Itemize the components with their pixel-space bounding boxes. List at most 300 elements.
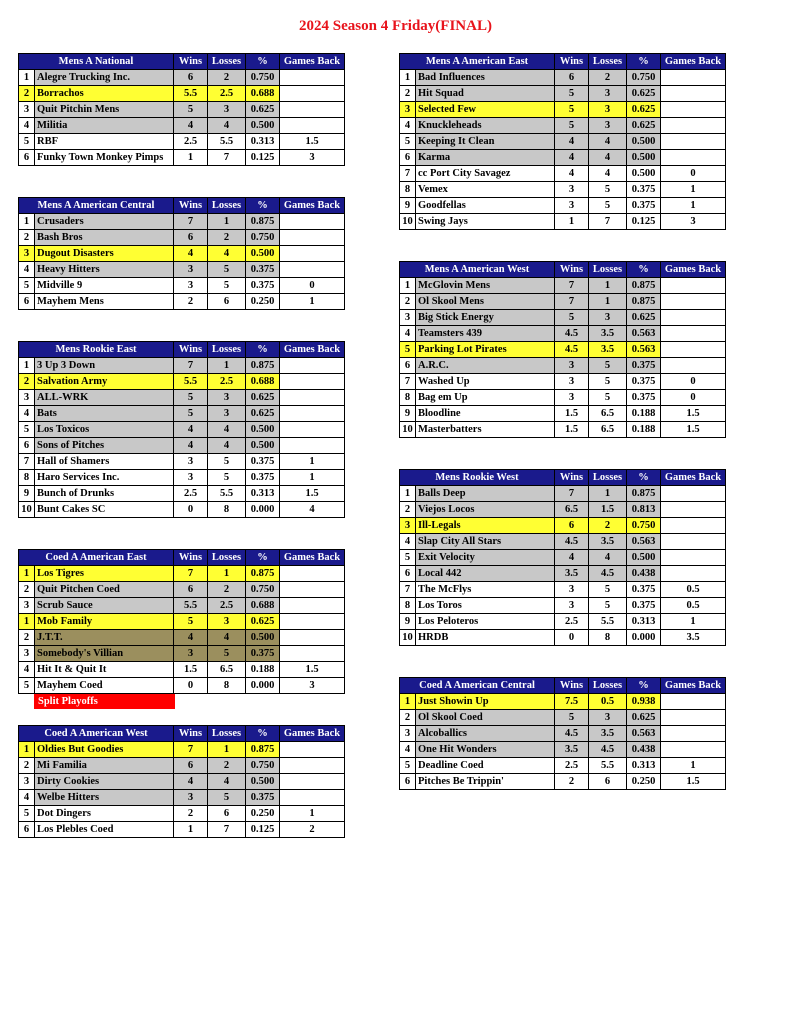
losses-cell: 5 — [208, 278, 246, 294]
games-back-cell — [661, 278, 726, 294]
wins-cell: 7 — [555, 294, 589, 310]
table-header-row — [19, 54, 345, 70]
split-playoffs-note: Split Playoffs — [34, 694, 175, 709]
team-name-cell: Mi Familia — [35, 758, 174, 774]
percentage-cell: 0.625 — [246, 102, 280, 118]
losses-cell: 5 — [208, 262, 246, 278]
games-back-cell — [280, 774, 345, 790]
table-row — [19, 86, 345, 102]
games-back-cell: 0 — [280, 278, 345, 294]
team-name-cell: Los Tigres — [35, 566, 174, 582]
rank-cell: 5 — [19, 422, 35, 438]
wins-cell: 6 — [174, 230, 208, 246]
games-back-cell — [280, 790, 345, 806]
team-name-cell: Bash Bros — [35, 230, 174, 246]
percentage-cell: 0.938 — [627, 694, 661, 710]
table-header-row — [400, 262, 726, 278]
games-back-cell: 1.5 — [661, 422, 726, 438]
team-name-cell: Dirty Cookies — [35, 774, 174, 790]
games-back-cell — [280, 630, 345, 646]
percentage-cell: 0.625 — [627, 118, 661, 134]
wins-cell: 2.5 — [555, 758, 589, 774]
team-name-cell: J.T.T. — [35, 630, 174, 646]
games-back-cell — [661, 342, 726, 358]
rank-cell: 5 — [19, 278, 35, 294]
games-back-cell — [661, 134, 726, 150]
table-row — [400, 182, 726, 198]
games-back-cell — [280, 118, 345, 134]
losses-cell: 4.5 — [589, 566, 627, 582]
losses-cell: 4 — [208, 246, 246, 262]
team-name-cell: Balls Deep — [416, 486, 555, 502]
team-name-cell: Goodfellas — [416, 198, 555, 214]
percentage-cell: 0.375 — [627, 182, 661, 198]
losses-cell: 2.5 — [208, 598, 246, 614]
losses-cell: 3 — [589, 102, 627, 118]
rank-cell: 3 — [19, 246, 35, 262]
rank-cell: 6 — [400, 358, 416, 374]
team-name-cell: Alegre Trucking Inc. — [35, 70, 174, 86]
column-header: Wins — [174, 550, 208, 566]
division-name: Mens A American West — [400, 262, 555, 278]
team-name-cell: Alcoballics — [416, 726, 555, 742]
column-header: Games Back — [661, 262, 726, 278]
wins-cell: 4 — [555, 134, 589, 150]
rank-cell: 7 — [400, 374, 416, 390]
rank-cell: 6 — [19, 294, 35, 310]
table-row — [400, 214, 726, 230]
team-name-cell: Los Toros — [416, 598, 555, 614]
games-back-cell — [280, 70, 345, 86]
wins-cell: 3 — [174, 646, 208, 662]
team-name-cell: Washed Up — [416, 374, 555, 390]
standings-table-coed-a-american-east — [18, 549, 345, 694]
column-header: Games Back — [661, 470, 726, 486]
standings-table-mens-a-american-west — [399, 261, 726, 438]
team-name-cell: Oldies But Goodies — [35, 742, 174, 758]
table-row — [400, 294, 726, 310]
percentage-cell: 0.375 — [246, 454, 280, 470]
table-row — [19, 422, 345, 438]
rank-cell: 9 — [400, 406, 416, 422]
games-back-cell — [280, 758, 345, 774]
column-header: Losses — [208, 726, 246, 742]
percentage-cell: 0.375 — [246, 790, 280, 806]
percentage-cell: 0.188 — [246, 662, 280, 678]
losses-cell: 2 — [589, 518, 627, 534]
percentage-cell: 0.875 — [246, 566, 280, 582]
table-row — [400, 86, 726, 102]
wins-cell: 3 — [555, 198, 589, 214]
rank-cell: 1 — [400, 70, 416, 86]
losses-cell: 3 — [589, 86, 627, 102]
percentage-cell: 0.313 — [627, 614, 661, 630]
losses-cell: 1 — [208, 566, 246, 582]
games-back-cell: 1.5 — [280, 134, 345, 150]
team-name-cell: Ol Skool Mens — [416, 294, 555, 310]
table-row — [19, 390, 345, 406]
table-row — [19, 630, 345, 646]
losses-cell: 4 — [589, 550, 627, 566]
rank-cell: 9 — [19, 486, 35, 502]
wins-cell: 2.5 — [174, 486, 208, 502]
percentage-cell: 0.375 — [627, 374, 661, 390]
wins-cell: 4 — [174, 118, 208, 134]
games-back-cell — [280, 214, 345, 230]
team-name-cell: Vemex — [416, 182, 555, 198]
percentage-cell: 0.375 — [627, 390, 661, 406]
table-row — [400, 198, 726, 214]
column-header: % — [246, 342, 280, 358]
games-back-cell — [661, 358, 726, 374]
percentage-cell: 0.563 — [627, 726, 661, 742]
rank-cell: 1 — [19, 742, 35, 758]
wins-cell: 0 — [174, 502, 208, 518]
percentage-cell: 0.500 — [246, 438, 280, 454]
rank-cell: 8 — [400, 598, 416, 614]
percentage-cell: 0.875 — [246, 214, 280, 230]
percentage-cell: 0.875 — [627, 278, 661, 294]
losses-cell: 5.5 — [589, 614, 627, 630]
team-name-cell: cc Port City Savagez — [416, 166, 555, 182]
column-header: Wins — [555, 678, 589, 694]
rank-cell: 7 — [19, 454, 35, 470]
games-back-cell — [280, 262, 345, 278]
wins-cell: 5 — [555, 86, 589, 102]
games-back-cell — [661, 294, 726, 310]
rank-cell: 10 — [400, 422, 416, 438]
table-row — [400, 518, 726, 534]
team-name-cell: Slap City All Stars — [416, 534, 555, 550]
team-name-cell: Ill-Legals — [416, 518, 555, 534]
column-header: Losses — [208, 342, 246, 358]
column-header: % — [246, 54, 280, 70]
percentage-cell: 0.375 — [627, 358, 661, 374]
column-header: % — [246, 198, 280, 214]
page-title: 2024 Season 4 Friday(FINAL) — [299, 18, 492, 34]
losses-cell: 4 — [208, 774, 246, 790]
wins-cell: 7 — [174, 742, 208, 758]
wins-cell: 5.5 — [174, 86, 208, 102]
rank-cell: 7 — [400, 166, 416, 182]
rank-cell: 5 — [19, 134, 35, 150]
standings-table-mens-rookie-west — [399, 469, 726, 646]
rank-cell: 9 — [400, 614, 416, 630]
rank-cell: 5 — [400, 134, 416, 150]
wins-cell: 1.5 — [555, 406, 589, 422]
losses-cell: 3 — [208, 102, 246, 118]
table-row — [19, 582, 345, 598]
wins-cell: 3 — [174, 454, 208, 470]
rank-cell: 5 — [19, 806, 35, 822]
rank-cell: 4 — [19, 118, 35, 134]
team-name-cell: Masterbatters — [416, 422, 555, 438]
percentage-cell: 0.625 — [246, 614, 280, 630]
games-back-cell — [661, 502, 726, 518]
losses-cell: 2 — [208, 70, 246, 86]
wins-cell: 3 — [174, 470, 208, 486]
rank-cell: 1 — [19, 214, 35, 230]
games-back-cell — [280, 422, 345, 438]
percentage-cell: 0.625 — [627, 102, 661, 118]
table-row — [400, 534, 726, 550]
rank-cell: 4 — [400, 118, 416, 134]
team-name-cell: Parking Lot Pirates — [416, 342, 555, 358]
wins-cell: 6 — [174, 582, 208, 598]
column-header: Losses — [589, 262, 627, 278]
games-back-cell: 1.5 — [280, 486, 345, 502]
table-row — [400, 70, 726, 86]
percentage-cell: 0.813 — [627, 502, 661, 518]
losses-cell: 4 — [208, 118, 246, 134]
wins-cell: 5 — [174, 102, 208, 118]
games-back-cell: 0 — [661, 166, 726, 182]
wins-cell: 4.5 — [555, 326, 589, 342]
losses-cell: 6 — [208, 806, 246, 822]
wins-cell: 7 — [174, 214, 208, 230]
table-row — [19, 774, 345, 790]
wins-cell: 1.5 — [174, 662, 208, 678]
rank-cell: 5 — [400, 550, 416, 566]
rank-cell: 2 — [19, 630, 35, 646]
percentage-cell: 0.750 — [246, 758, 280, 774]
team-name-cell: Hit Squad — [416, 86, 555, 102]
table-row — [400, 390, 726, 406]
wins-cell: 4 — [174, 774, 208, 790]
team-name-cell: Local 442 — [416, 566, 555, 582]
games-back-cell — [661, 70, 726, 86]
losses-cell: 7 — [208, 150, 246, 166]
standings-table-mens-a-american-east — [399, 53, 726, 230]
team-name-cell: Mayhem Mens — [35, 294, 174, 310]
games-back-cell — [661, 694, 726, 710]
games-back-cell — [280, 566, 345, 582]
rank-cell: 6 — [400, 566, 416, 582]
wins-cell: 2.5 — [174, 134, 208, 150]
losses-cell: 2 — [208, 758, 246, 774]
column-header: % — [246, 726, 280, 742]
losses-cell: 5 — [589, 582, 627, 598]
table-header-row — [19, 198, 345, 214]
rank-cell: 2 — [400, 710, 416, 726]
team-name-cell: Heavy Hitters — [35, 262, 174, 278]
division-name: Coed A American Central — [400, 678, 555, 694]
percentage-cell: 0.500 — [246, 630, 280, 646]
team-name-cell: Viejos Locos — [416, 502, 555, 518]
table-row — [400, 406, 726, 422]
losses-cell: 5.5 — [589, 758, 627, 774]
standings-table-mens-a-american-central — [18, 197, 345, 310]
rank-cell: 2 — [400, 294, 416, 310]
rank-cell: 2 — [19, 758, 35, 774]
team-name-cell: Bloodline — [416, 406, 555, 422]
rank-cell: 2 — [400, 502, 416, 518]
games-back-cell: 1 — [280, 806, 345, 822]
wins-cell: 0 — [174, 678, 208, 694]
team-name-cell: 3 Up 3 Down — [35, 358, 174, 374]
rank-cell: 4 — [19, 790, 35, 806]
games-back-cell — [661, 710, 726, 726]
column-header: Games Back — [661, 678, 726, 694]
table-row — [19, 614, 345, 630]
column-header: % — [627, 262, 661, 278]
games-back-cell: 1 — [661, 758, 726, 774]
wins-cell: 2 — [555, 774, 589, 790]
percentage-cell: 0.375 — [246, 262, 280, 278]
team-name-cell: Mob Family — [35, 614, 174, 630]
team-name-cell: Hall of Shamers — [35, 454, 174, 470]
wins-cell: 4 — [555, 150, 589, 166]
percentage-cell: 0.500 — [627, 550, 661, 566]
games-back-cell — [280, 742, 345, 758]
team-name-cell: Militia — [35, 118, 174, 134]
losses-cell: 5.5 — [208, 134, 246, 150]
percentage-cell: 0.688 — [246, 374, 280, 390]
table-row — [19, 374, 345, 390]
table-row — [400, 118, 726, 134]
team-name-cell: Bunch of Drunks — [35, 486, 174, 502]
table-header-row — [400, 678, 726, 694]
team-name-cell: Swing Jays — [416, 214, 555, 230]
team-name-cell: Bad Influences — [416, 70, 555, 86]
percentage-cell: 0.563 — [627, 342, 661, 358]
rank-cell: 1 — [400, 694, 416, 710]
wins-cell: 7 — [555, 278, 589, 294]
wins-cell: 4 — [555, 550, 589, 566]
rank-cell: 7 — [400, 582, 416, 598]
wins-cell: 1 — [555, 214, 589, 230]
wins-cell: 5 — [555, 710, 589, 726]
rank-cell: 2 — [19, 86, 35, 102]
percentage-cell: 0.625 — [246, 406, 280, 422]
wins-cell: 3 — [555, 182, 589, 198]
column-header: Wins — [174, 54, 208, 70]
percentage-cell: 0.250 — [246, 294, 280, 310]
standings-table-coed-a-american-central — [399, 677, 726, 790]
percentage-cell: 0.875 — [627, 294, 661, 310]
table-row — [19, 230, 345, 246]
table-row — [19, 742, 345, 758]
rank-cell: 6 — [400, 774, 416, 790]
games-back-cell: 3.5 — [661, 630, 726, 646]
percentage-cell: 0.500 — [627, 134, 661, 150]
wins-cell: 1 — [174, 150, 208, 166]
table-row — [19, 214, 345, 230]
table-row — [19, 598, 345, 614]
table-row — [19, 102, 345, 118]
table-row — [19, 70, 345, 86]
column-header: Wins — [174, 342, 208, 358]
percentage-cell: 0.375 — [246, 470, 280, 486]
losses-cell: 6 — [589, 774, 627, 790]
team-name-cell: Bag em Up — [416, 390, 555, 406]
wins-cell: 4.5 — [555, 726, 589, 742]
standings-table-mens-a-national — [18, 53, 345, 166]
wins-cell: 3 — [174, 790, 208, 806]
team-name-cell: Ol Skool Coed — [416, 710, 555, 726]
column-header: Games Back — [280, 342, 345, 358]
percentage-cell: 0.375 — [246, 278, 280, 294]
table-row — [400, 342, 726, 358]
team-name-cell: Scrub Sauce — [35, 598, 174, 614]
table-row — [400, 166, 726, 182]
games-back-cell — [280, 230, 345, 246]
percentage-cell: 0.375 — [627, 582, 661, 598]
wins-cell: 0 — [555, 630, 589, 646]
table-row — [19, 822, 345, 838]
games-back-cell — [661, 518, 726, 534]
rank-cell: 1 — [19, 566, 35, 582]
team-name-cell: Welbe Hitters — [35, 790, 174, 806]
team-name-cell: Funky Town Monkey Pimps — [35, 150, 174, 166]
games-back-cell — [661, 486, 726, 502]
table-row — [400, 422, 726, 438]
team-name-cell: Knuckleheads — [416, 118, 555, 134]
column-header: % — [627, 470, 661, 486]
wins-cell: 6 — [555, 70, 589, 86]
losses-cell: 3 — [208, 614, 246, 630]
losses-cell: 8 — [208, 502, 246, 518]
games-back-cell: 1.5 — [661, 406, 726, 422]
column-header: Losses — [589, 470, 627, 486]
rank-cell: 4 — [19, 262, 35, 278]
rank-cell: 9 — [400, 198, 416, 214]
games-back-cell — [661, 566, 726, 582]
losses-cell: 1 — [208, 742, 246, 758]
wins-cell: 7 — [174, 358, 208, 374]
team-name-cell: Crusaders — [35, 214, 174, 230]
rank-cell: 4 — [19, 662, 35, 678]
team-name-cell: Exit Velocity — [416, 550, 555, 566]
losses-cell: 2.5 — [208, 374, 246, 390]
games-back-cell: 0 — [661, 374, 726, 390]
losses-cell: 3.5 — [589, 326, 627, 342]
rank-cell: 2 — [19, 230, 35, 246]
rank-cell: 4 — [19, 406, 35, 422]
table-header-row — [19, 342, 345, 358]
rank-cell: 3 — [400, 102, 416, 118]
losses-cell: 5 — [589, 198, 627, 214]
column-header: Losses — [208, 54, 246, 70]
percentage-cell: 0.875 — [246, 742, 280, 758]
team-name-cell: One Hit Wonders — [416, 742, 555, 758]
table-row — [19, 278, 345, 294]
losses-cell: 5 — [589, 374, 627, 390]
losses-cell: 5.5 — [208, 486, 246, 502]
rank-cell: 6 — [400, 150, 416, 166]
table-row — [400, 502, 726, 518]
standings-table-coed-a-american-west — [18, 725, 345, 838]
column-header: Games Back — [280, 54, 345, 70]
team-name-cell: HRDB — [416, 630, 555, 646]
table-row — [19, 406, 345, 422]
percentage-cell: 0.875 — [246, 358, 280, 374]
table-row — [400, 742, 726, 758]
percentage-cell: 0.563 — [627, 534, 661, 550]
games-back-cell — [661, 534, 726, 550]
percentage-cell: 0.500 — [627, 166, 661, 182]
column-header: Games Back — [280, 550, 345, 566]
rank-cell: 8 — [400, 182, 416, 198]
column-header: Wins — [555, 470, 589, 486]
team-name-cell: Dot Dingers — [35, 806, 174, 822]
percentage-cell: 0.125 — [627, 214, 661, 230]
rank-cell: 3 — [400, 518, 416, 534]
team-name-cell: Hit It & Quit It — [35, 662, 174, 678]
column-header: % — [627, 678, 661, 694]
team-name-cell: Teamsters 439 — [416, 326, 555, 342]
wins-cell: 4 — [555, 166, 589, 182]
